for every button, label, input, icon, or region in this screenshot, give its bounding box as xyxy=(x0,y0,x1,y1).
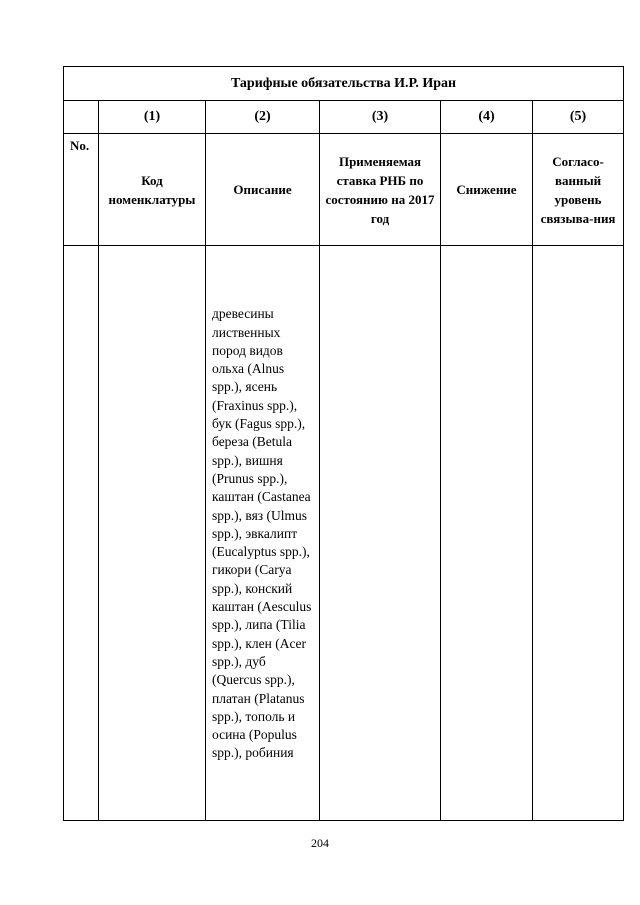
header-bound-rate: Согласо-ванный уровень связыва-ния xyxy=(533,134,624,246)
header-applied-rate: Применяемая ставка РНБ по состоянию на 2017 год xyxy=(320,134,441,246)
column-number-2: (2) xyxy=(206,101,320,134)
column-number-row xyxy=(64,101,624,134)
page-number: 204 xyxy=(311,836,329,850)
column-number-5: (5) xyxy=(533,101,624,134)
column-header-row xyxy=(64,134,624,246)
description-text: древесины лиственных пород видов ольха (Alnus spp.), ясень (Fraxinus spp.), бук (Fagus spp.), береза (Betula spp.), вишня (Prunus spp.), каштан (Castanea spp.), вяз (Ulmus spp.), эвкалипт (Eucalyptus spp.), гикори (Carya spp.), конский каштан (Aesculus spp.), липа (Tilia spp.), клен (Acer spp.), дуб (Quercus spp.), платан (Platanus spp.), тополь и осина (Populus spp.), робиния xyxy=(212,306,312,761)
header-no: No. xyxy=(64,134,99,246)
cell-reduction xyxy=(441,246,533,821)
cell-description xyxy=(206,246,320,821)
tariff-commitments-table xyxy=(63,66,624,821)
table-row xyxy=(64,246,624,821)
header-reduction: Снижение xyxy=(441,134,533,246)
cell-code xyxy=(99,246,206,821)
column-number-4: (4) xyxy=(441,101,533,134)
table-title-row xyxy=(64,67,624,101)
cell-bound-rate xyxy=(533,246,624,821)
cell-applied-rate xyxy=(320,246,441,821)
column-number-1: (1) xyxy=(99,101,206,134)
cell-no xyxy=(64,246,99,821)
column-number-blank xyxy=(64,101,99,134)
table-title: Тарифные обязательства И.Р. Иран xyxy=(64,67,624,101)
column-number-3: (3) xyxy=(320,101,441,134)
header-description: Описание xyxy=(206,134,320,246)
header-code: Код номенклатуры xyxy=(99,134,206,246)
